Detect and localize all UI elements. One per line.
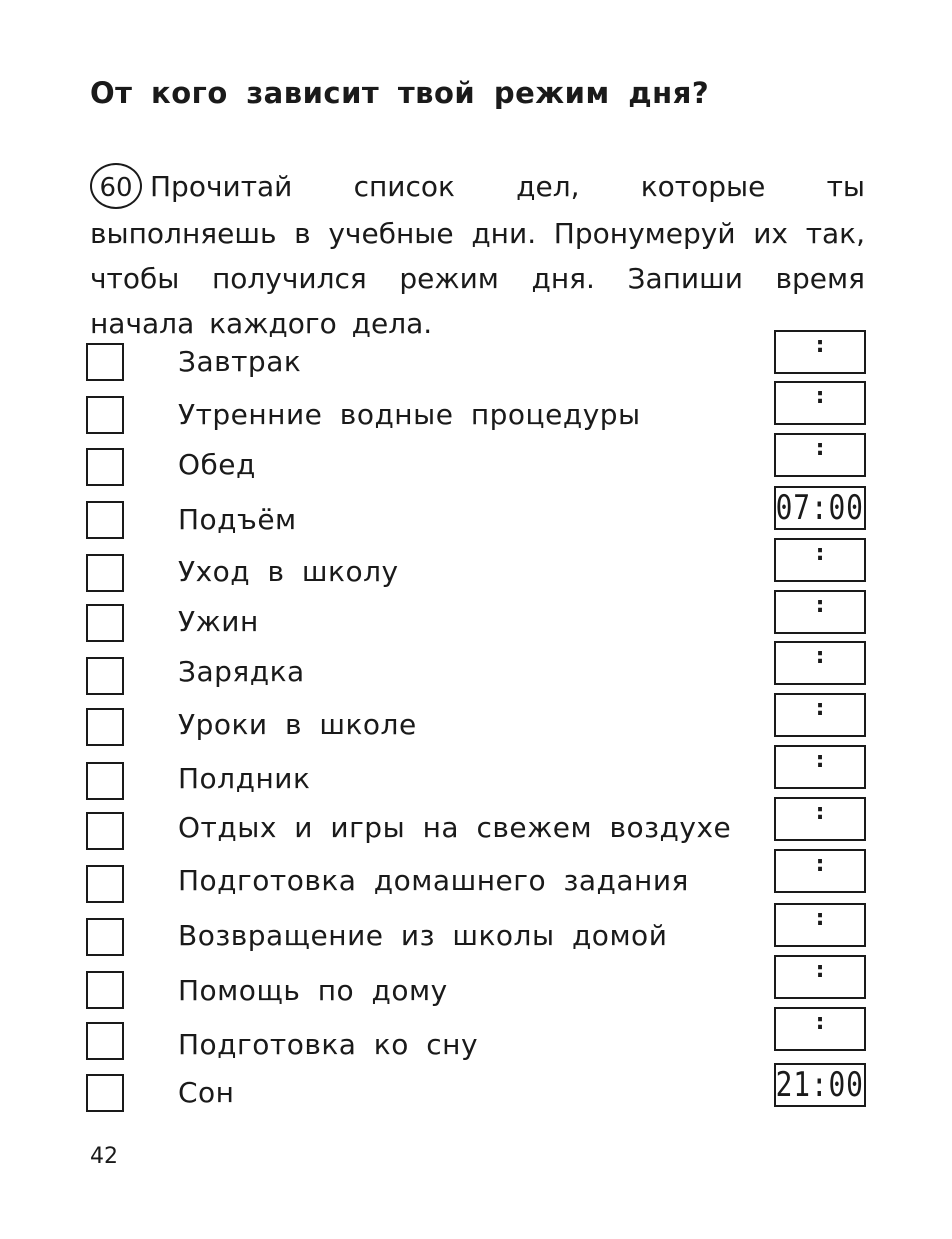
activity-label: Отдых и игры на свежем воздухе <box>178 811 732 844</box>
order-checkbox[interactable] <box>86 501 124 539</box>
order-checkbox[interactable] <box>86 604 124 642</box>
time-field[interactable]: : <box>774 330 866 374</box>
activity-label: Обед <box>178 448 256 481</box>
time-field[interactable]: : <box>774 641 866 685</box>
activity-label: Сон <box>178 1076 235 1109</box>
time-field[interactable]: : <box>774 955 866 999</box>
time-field[interactable]: : <box>774 849 866 893</box>
order-checkbox[interactable] <box>86 1074 124 1112</box>
activity-label: Подготовка домашнего задания <box>178 864 689 897</box>
time-field[interactable]: : <box>774 538 866 582</box>
page-title: От кого зависит твой режим дня? <box>90 76 710 110</box>
time-field[interactable]: : <box>774 590 866 634</box>
task-number: 60 <box>90 163 142 209</box>
order-checkbox[interactable] <box>86 554 124 592</box>
order-checkbox[interactable] <box>86 448 124 486</box>
activity-label: Возвращение из школы домой <box>178 919 668 952</box>
order-checkbox[interactable] <box>86 657 124 695</box>
activity-label: Уроки в школе <box>178 708 417 741</box>
order-checkbox[interactable] <box>86 762 124 800</box>
time-field[interactable]: : <box>774 381 866 425</box>
activity-label: Полдник <box>178 762 311 795</box>
time-field[interactable]: : <box>774 797 866 841</box>
time-field[interactable]: : <box>774 745 866 789</box>
activity-label: Подъём <box>178 503 297 536</box>
order-checkbox[interactable] <box>86 396 124 434</box>
activity-label: Зарядка <box>178 655 305 688</box>
activity-label: Утренние водные процедуры <box>178 398 641 431</box>
page-number: 42 <box>90 1144 118 1169</box>
order-checkbox[interactable] <box>86 343 124 381</box>
task-instruction <box>90 164 865 346</box>
activity-label: Помощь по дому <box>178 974 448 1007</box>
order-checkbox[interactable] <box>86 865 124 903</box>
time-field[interactable]: : <box>774 433 866 477</box>
activity-label: Уход в школу <box>178 555 399 588</box>
time-field[interactable]: : <box>774 693 866 737</box>
activity-label: Подготовка ко сну <box>178 1028 479 1061</box>
time-field[interactable]: 21:00 <box>775 1065 865 1105</box>
order-checkbox[interactable] <box>86 812 124 850</box>
order-checkbox[interactable] <box>86 918 124 956</box>
order-checkbox[interactable] <box>86 708 124 746</box>
time-field[interactable]: : <box>774 903 866 947</box>
order-checkbox[interactable] <box>86 1022 124 1060</box>
activity-label: Ужин <box>178 605 259 638</box>
time-field[interactable]: : <box>774 1007 866 1051</box>
activity-label: Завтрак <box>178 345 302 378</box>
order-checkbox[interactable] <box>86 971 124 1009</box>
task-text: Прочитай список дел, которые ты выполняешь в учебные дни. Пронумеруй их так, чтобы получился режим дня. Запиши время начала каждого дела. <box>90 170 865 340</box>
time-field[interactable]: 07:00 <box>775 488 865 528</box>
